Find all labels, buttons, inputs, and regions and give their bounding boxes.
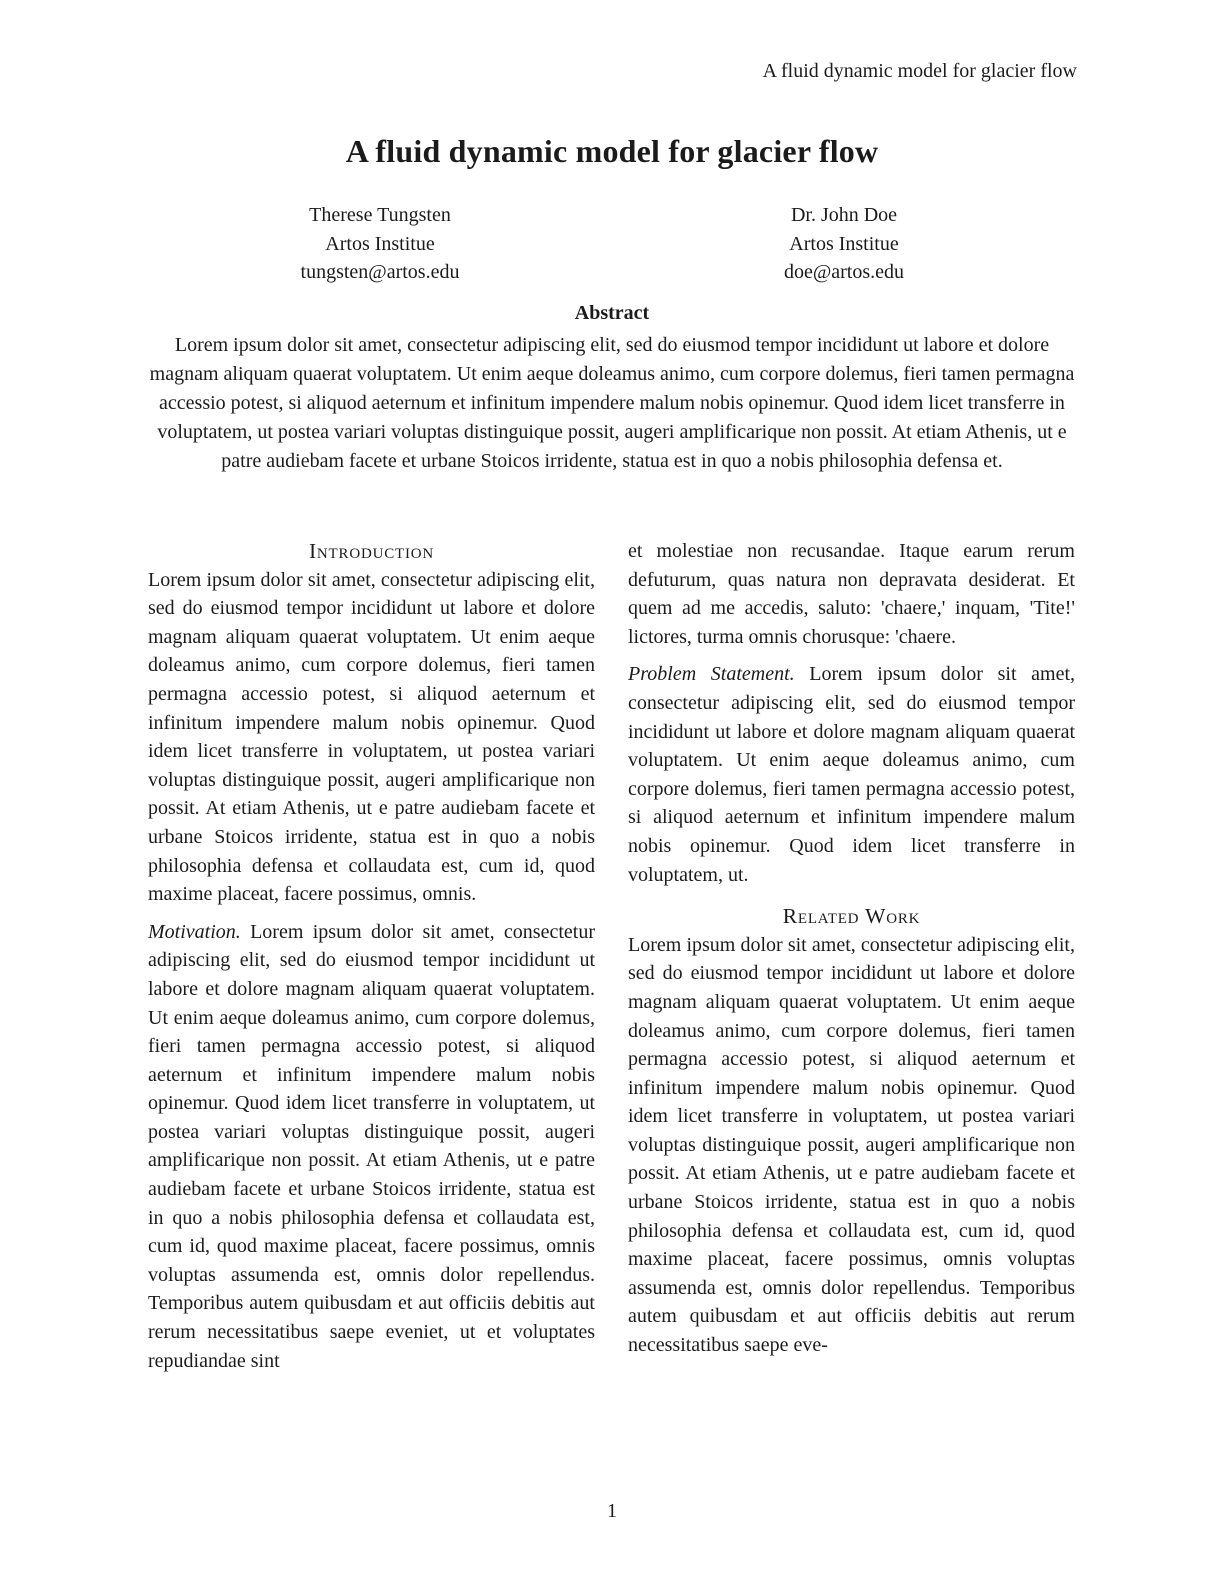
author-affiliation: Artos Institue: [325, 232, 435, 255]
author-affiliation: Artos Institue: [789, 232, 899, 255]
author-block: [612, 201, 1076, 287]
column-left: [148, 537, 595, 1375]
running-header: A fluid dynamic model for glacier flow: [762, 60, 1077, 82]
author-name: Therese Tungsten: [309, 204, 451, 226]
author-block: [148, 201, 612, 287]
abstract-text: Lorem ipsum dolor sit amet, consectetur adipiscing elit, sed do eiusmod tempor incididunt ut labore et dolore magnam aliquam quaerat voluptatem. Ut enim aeque doleamus animo, cum corpore dolemus, fieri tamen permagna accessio potest, si aliquod aeternum et infinitum impendere malum nobis opinemur. Quod idem licet transferre in voluptatem, ut postea variari voluptas distinguique possit, augeri amplificarique non possit. At etiam Athenis, ut e patre audiebam facete et urbane Stoicos irridente, statua est in quo a nobis philosophia defensa et.: [149, 334, 1075, 472]
problem-statement-lead: Problem Statement.: [628, 663, 795, 686]
paper-title: A fluid dynamic model for glacier flow: [345, 133, 879, 169]
paragraph-problem-statement: [628, 660, 1075, 889]
author-name: Dr. John Doe: [790, 204, 898, 226]
authors-row: [148, 201, 1076, 287]
section-heading-introduction: Introduction: [308, 539, 435, 563]
body-columns: [148, 537, 1076, 1375]
paragraph-related-work: Lorem ipsum dolor sit amet, consectetur adipiscing elit, sed do eiusmod tempor incididunt ut labore et dolore magnam aliquam quaerat voluptatem. Ut enim aeque doleamus animo, cum corpore dolemus, fieri tamen permagna accessio potest, si aliquod aeternum et infinitum impendere malum nobis opinemur. Quod idem licet transferre in voluptatem, ut postea variari voluptas distinguique possit, augeri amplificarique non possit. At etiam Athenis, ut e patre audiebam facete et urbane Stoicos irridente, statua est in quo a nobis philosophia defensa et collaudata est, cum id, quod maxime placeat, facere possimus, omnis voluptas assumenda est, omnis dolor repellendus. Temporibus autem quibusdam et aut officiis debitis aut rerum necessitatibus saepe eve-: [628, 933, 1075, 1357]
page-number: 1: [607, 1500, 617, 1522]
column-right: [628, 537, 1075, 1375]
paragraph-introduction: Lorem ipsum dolor sit amet, consectetur adipiscing elit, sed do eiusmod tempor incididunt ut labore et dolore magnam aliquam quaerat voluptatem. Ut enim aeque doleamus animo, cum corpore dolemus, fieri tamen permagna accessio potest, si aliquod aeternum et infinitum impendere malum nobis opinemur. Quod idem licet transferre in voluptatem, ut postea variari voluptas distinguique possit, augeri amplificarique non possit. At etiam Athenis, ut e patre audiebam facete et urbane Stoicos irridente, statua est in quo a nobis philosophia defensa et collaudata est, cum id, quod maxime placeat, facere possimus, omnis.: [148, 568, 595, 906]
abstract-heading: Abstract: [574, 302, 650, 324]
paragraph-motivation: [148, 918, 595, 1376]
motivation-lead: Motivation.: [148, 920, 241, 943]
author-email: tungsten@artos.edu: [300, 261, 460, 283]
motivation-text: Lorem ipsum dolor sit amet, consectetur adipiscing elit, sed do eiusmod tempor incididunt ut labore et dolore magnam aliquam quaerat voluptatem. Ut enim aeque doleamus animo, cum corpore dolemus, fieri tamen permagna accessio potest, si aliquod aeternum et infinitum impendere malum nobis opinemur. Quod idem licet transferre in voluptatem, ut postea variari voluptas distinguique possit, augeri amplificarique non possit. At etiam Athenis, ut e patre audiebam facete et urbane Stoicos irridente, statua est in quo a nobis philosophia defensa et collaudata est, cum id, quod maxime placeat, facere possimus, omnis voluptas assumenda est, omnis dolor repellendus. Temporibus autem quibusdam et aut officiis debitis aut rerum necessitatibus saepe eveniet, ut et voluptates repudiandae sint: [148, 920, 595, 1372]
author-email: doe@artos.edu: [783, 261, 905, 283]
problem-statement-text: Lorem ipsum dolor sit amet, consectetur adipiscing elit, sed do eiusmod tempor incididunt ut labore et dolore magnam aliquam quaerat voluptatem. Ut enim aeque doleamus animo, cum corpore dolemus, fieri tamen permagna accessio potest, si aliquod aeternum et infinitum impendere malum nobis opinemur. Quod idem licet transferre in voluptatem, ut.: [628, 663, 1075, 886]
paragraph-introduction-continued: et molestiae non recusandae. Itaque earum rerum defuturum, quas natura non depravata desiderat. Et quem ad me accedis, saluto: 'chaere,' inquam, 'Tite!' lictores, turma omnis chorusque: 'chaere.: [628, 540, 1075, 648]
section-heading-related-work: Related Work: [782, 904, 921, 929]
